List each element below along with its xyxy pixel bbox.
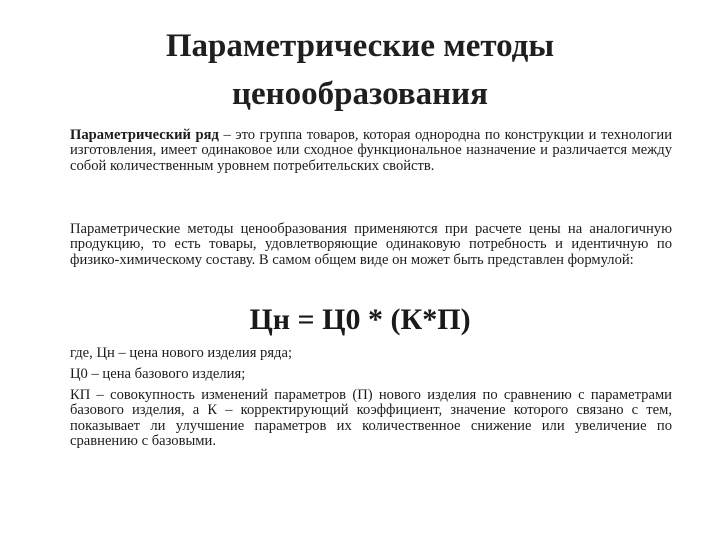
price-formula: Цн = Ц0 * (К*П)	[249, 303, 471, 336]
definition-line-new-price: где, Цн – цена нового изделия ряда;	[70, 345, 293, 361]
definition-paragraph	[70, 128, 672, 174]
definition-text: – это группа товаров, которая однородна по конструкции и технологии изготовления, имеет одинаковое или сходное функциональное назначение и различается между собой количественным уровнем потребительских свойств.	[70, 127, 673, 174]
title-line-2: ценообразования	[232, 76, 488, 112]
page-title	[0, 22, 720, 118]
definition-line-base-price: Ц0 – цена базового изделия;	[70, 366, 246, 382]
title-line-1: Параметрические методы	[165, 28, 555, 64]
methods-paragraph: Параметрические методы ценообразования применяются при расчете цены на аналогичную продукцию, то есть товары, удовлетворяющие одинаковую потребность и идентичную по физико-химическому составу. В самом общем виде он может быть представлен формулой:	[70, 221, 672, 268]
term-parametric-series: Параметрический ряд	[70, 127, 219, 143]
definition-line-kp: КП – совокупность изменений параметров (П) нового изделия по сравнению с параметрами базового изделия, а К – корректирующий коэффициент, значение которого связано с тем, показывает ли улучшение параметров их количественное снижение или увеличение по сравнению с базовыми.	[70, 387, 672, 450]
